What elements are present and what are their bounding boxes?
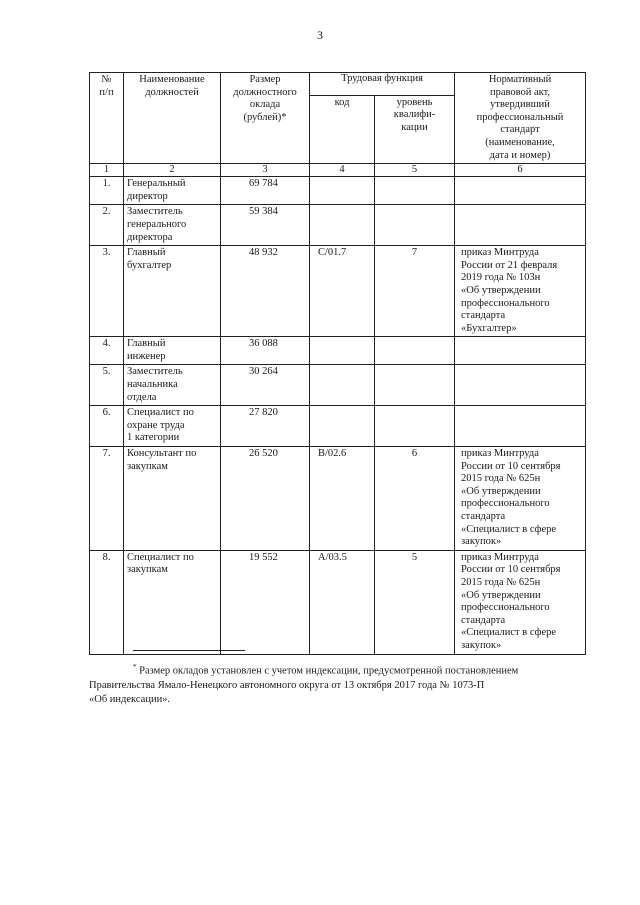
header-code: код bbox=[310, 95, 375, 163]
qualification-level: 6 bbox=[375, 447, 455, 551]
row-number: 8. bbox=[90, 550, 124, 654]
qualification-level: 5 bbox=[375, 550, 455, 654]
table-row bbox=[90, 550, 586, 654]
function-code bbox=[310, 406, 375, 447]
function-code bbox=[310, 365, 375, 406]
function-code: C/01.7 bbox=[310, 246, 375, 337]
table-row bbox=[90, 337, 586, 365]
header-num: № п/п bbox=[90, 73, 124, 164]
position-name: Генеральный директор bbox=[124, 177, 221, 205]
staff-salary-table bbox=[89, 72, 586, 655]
regulatory-act bbox=[455, 205, 586, 246]
salary-value: 30 264 bbox=[221, 365, 310, 406]
header-labor-function: Трудовая функция bbox=[310, 73, 455, 96]
function-code bbox=[310, 337, 375, 365]
qualification-level: 7 bbox=[375, 246, 455, 337]
column-number: 6 bbox=[455, 164, 586, 177]
row-number: 4. bbox=[90, 337, 124, 365]
position-name: Консультант по закупкам bbox=[124, 447, 221, 551]
position-name: Заместитель генерального директора bbox=[124, 205, 221, 246]
header-salary: Размер должностного оклада (рублей)* bbox=[221, 73, 310, 164]
table-body bbox=[90, 177, 586, 654]
position-name: Специалист по охране труда 1 категории bbox=[124, 406, 221, 447]
regulatory-act bbox=[455, 406, 586, 447]
salary-value: 27 820 bbox=[221, 406, 310, 447]
column-number: 3 bbox=[221, 164, 310, 177]
salary-value: 69 784 bbox=[221, 177, 310, 205]
footnote-marker: * bbox=[133, 663, 137, 671]
footnote-line-1: * Размер окладов установлен с учетом индексации, предусмотренной постановлением bbox=[133, 663, 519, 677]
qualification-level bbox=[375, 177, 455, 205]
header-name: Наименование должностей bbox=[124, 73, 221, 164]
table-row bbox=[90, 205, 586, 246]
table-row bbox=[90, 365, 586, 406]
column-number: 2 bbox=[124, 164, 221, 177]
regulatory-act: приказ Минтруда России от 21 февраля 2019 года № 103н «Об утверждении профессионального стандарта «Бухгалтер» bbox=[455, 246, 586, 337]
row-number: 7. bbox=[90, 447, 124, 551]
table-row bbox=[90, 447, 586, 551]
footnote-divider bbox=[133, 650, 245, 651]
column-number: 1 bbox=[90, 164, 124, 177]
table-row bbox=[90, 246, 586, 337]
function-code: B/02.6 bbox=[310, 447, 375, 551]
regulatory-act: приказ Минтруда России от 10 сентября 2015 года № 625н «Об утверждении профессионального стандарта «Специалист в сфере закупок» bbox=[455, 550, 586, 654]
row-number: 1. bbox=[90, 177, 124, 205]
function-code bbox=[310, 177, 375, 205]
table-row bbox=[90, 177, 586, 205]
page-number: 3 bbox=[317, 28, 323, 42]
position-name: Заместитель начальника отдела bbox=[124, 365, 221, 406]
qualification-level bbox=[375, 365, 455, 406]
position-name: Главный бухгалтер bbox=[124, 246, 221, 337]
footnote-line-3: «Об индексации». bbox=[89, 693, 171, 705]
salary-value: 19 552 bbox=[221, 550, 310, 654]
function-code bbox=[310, 205, 375, 246]
function-code: A/03.5 bbox=[310, 550, 375, 654]
header-level: уровень квалифи- кации bbox=[375, 95, 455, 163]
column-number: 5 bbox=[375, 164, 455, 177]
regulatory-act bbox=[455, 365, 586, 406]
footnote-line-2: Правительства Ямало-Ненецкого автономного округа от 13 октября 2017 года № 1073-П bbox=[89, 679, 485, 691]
salary-value: 48 932 bbox=[221, 246, 310, 337]
salary-value: 59 384 bbox=[221, 205, 310, 246]
qualification-level bbox=[375, 406, 455, 447]
row-number: 6. bbox=[90, 406, 124, 447]
qualification-level bbox=[375, 337, 455, 365]
salary-value: 36 088 bbox=[221, 337, 310, 365]
header-act: Нормативный правовой акт, утвердивший профессиональный стандарт (наименование, дата и номер) bbox=[455, 73, 586, 164]
regulatory-act bbox=[455, 337, 586, 365]
row-number: 5. bbox=[90, 365, 124, 406]
footnote bbox=[89, 660, 597, 707]
column-number-row bbox=[90, 164, 586, 177]
table-row bbox=[90, 406, 586, 447]
regulatory-act: приказ Минтруда России от 10 сентября 2015 года № 625н «Об утверждении профессионального стандарта «Специалист в сфере закупок» bbox=[455, 447, 586, 551]
position-name: Главный инженер bbox=[124, 337, 221, 365]
salary-value: 26 520 bbox=[221, 447, 310, 551]
table-header-row bbox=[90, 73, 586, 96]
row-number: 3. bbox=[90, 246, 124, 337]
row-number: 2. bbox=[90, 205, 124, 246]
regulatory-act bbox=[455, 177, 586, 205]
column-number: 4 bbox=[310, 164, 375, 177]
qualification-level bbox=[375, 205, 455, 246]
position-name: Специалист по закупкам bbox=[124, 550, 221, 654]
